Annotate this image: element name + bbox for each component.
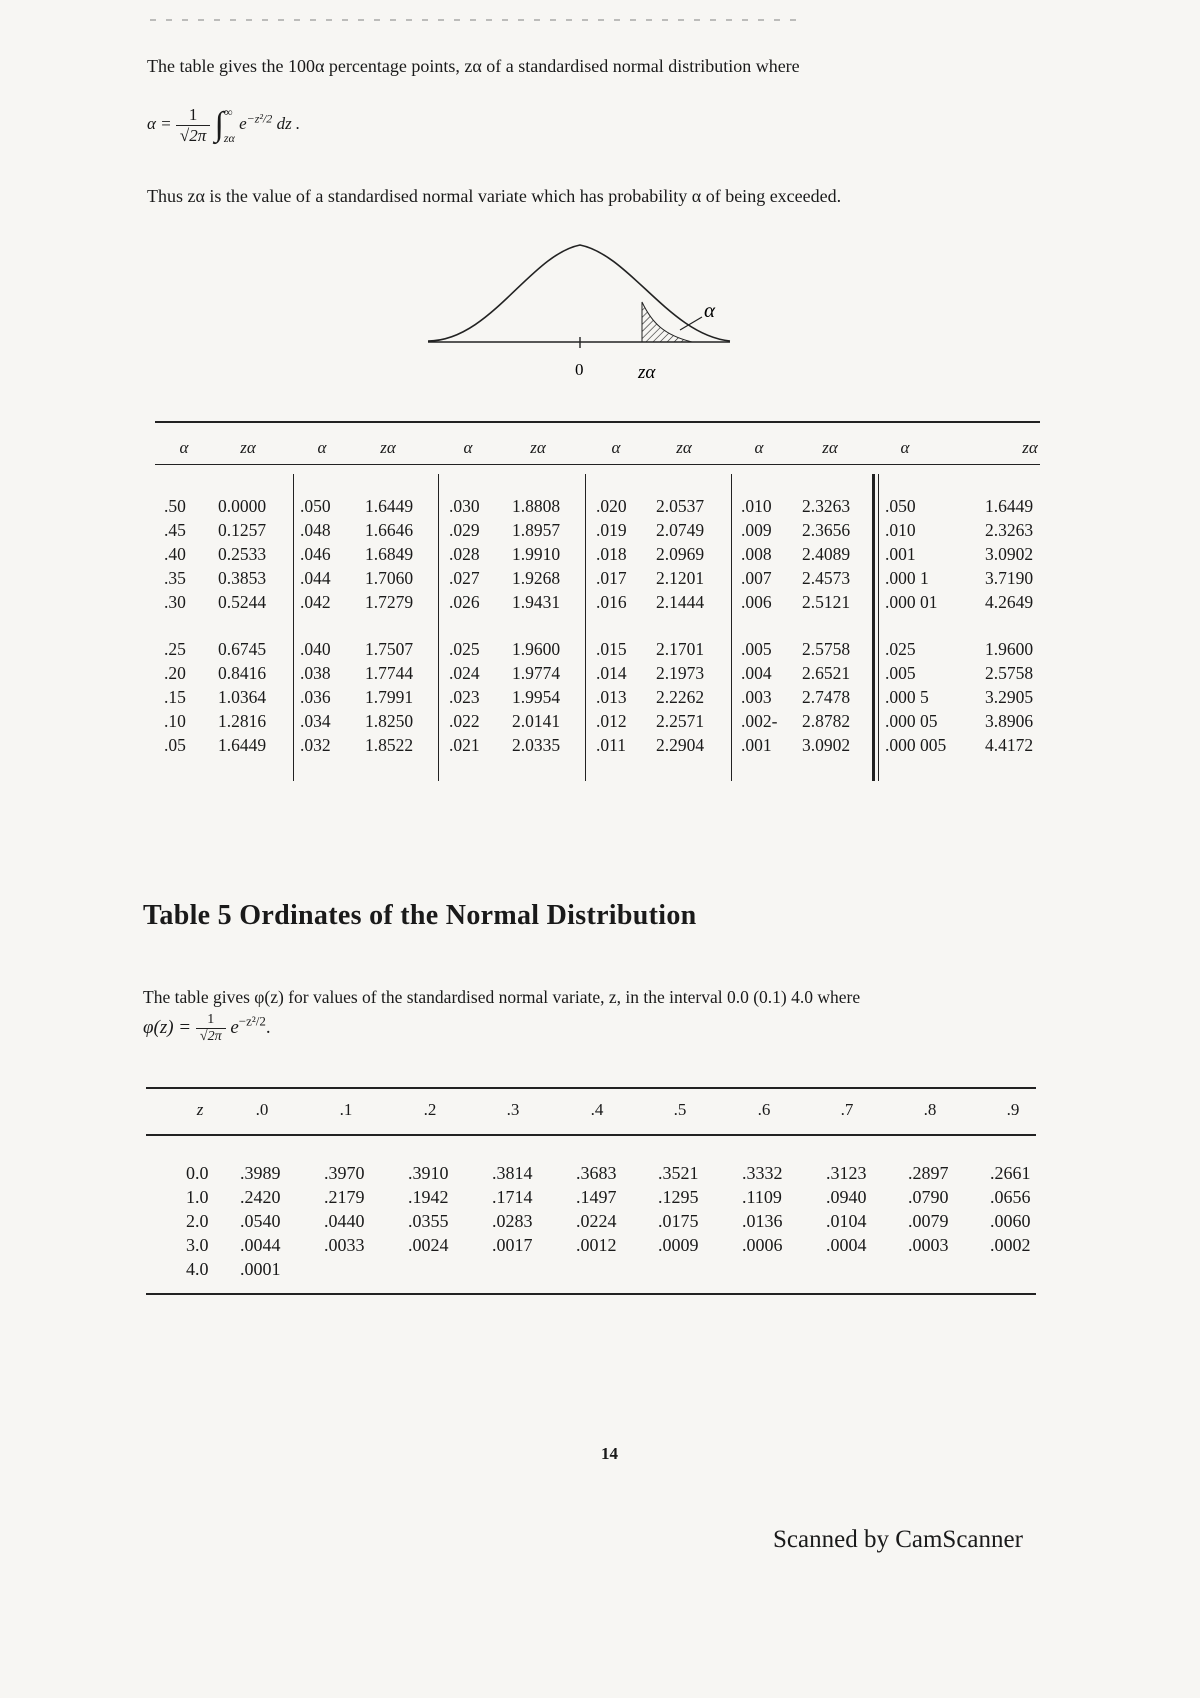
table4-cell: .014 xyxy=(596,663,627,683)
table4-cell: 0.2533 xyxy=(218,544,267,564)
table4-cell: .008 xyxy=(741,544,772,564)
table4-cell: 1.2816 xyxy=(218,711,267,731)
table4-column-divider xyxy=(438,474,439,781)
table4-cell: 2.1701 xyxy=(656,639,705,659)
table5-cell: .0104 xyxy=(826,1211,867,1231)
table4-cell: .000 1 xyxy=(885,568,929,588)
zero-label: 0 xyxy=(575,360,584,379)
table4-column-divider xyxy=(585,474,586,781)
table4-cell: 0.0000 xyxy=(218,496,267,516)
table4-cell: .028 xyxy=(449,544,480,564)
table4-column-header: α xyxy=(317,438,327,457)
table5-cell: .1497 xyxy=(576,1187,617,1207)
table4-cell: 2.4089 xyxy=(802,544,851,564)
normal-curve-figure xyxy=(420,235,740,395)
intro-line-1: The table gives the 100α percentage points, zα of a standardised normal distribution where xyxy=(147,56,800,76)
table5-cell: .3910 xyxy=(408,1163,449,1183)
table4-cell: .024 xyxy=(449,663,480,683)
table5-cell: 4.0 xyxy=(186,1259,209,1279)
table4-cell: .016 xyxy=(596,592,627,612)
table4-cell: .40 xyxy=(164,544,186,564)
table5-cell: .3123 xyxy=(826,1163,867,1183)
table4-cell: .022 xyxy=(449,711,480,731)
table4-cell: .25 xyxy=(164,639,186,659)
table4-cell: 1.9600 xyxy=(985,639,1034,659)
table4-cell: .020 xyxy=(596,496,627,516)
table4-cell: .027 xyxy=(449,568,480,588)
table4-column-header: zα xyxy=(822,438,838,457)
table4-cell: .019 xyxy=(596,520,627,540)
table5-cell: .0283 xyxy=(492,1211,533,1231)
table4-cell: 1.7744 xyxy=(365,663,414,683)
table5-title: Table 5 Ordinates of the Normal Distribution xyxy=(143,900,697,931)
table4-cell: .015 xyxy=(596,639,627,659)
table5-cell: .0175 xyxy=(658,1211,699,1231)
table4-column-divider xyxy=(731,474,732,781)
table4-cell: .013 xyxy=(596,687,627,707)
table4-cell: .50 xyxy=(164,496,186,516)
table4-cell: 2.1201 xyxy=(656,568,705,588)
table4-cell: 0.5244 xyxy=(218,592,267,612)
table4-cell: .018 xyxy=(596,544,627,564)
table4-cell: 1.7060 xyxy=(365,568,414,588)
table4-cell: .046 xyxy=(300,544,331,564)
table5-column-header: .7 xyxy=(840,1100,854,1119)
table5-top-rule xyxy=(146,1087,1036,1089)
table5-cell: .0440 xyxy=(324,1211,365,1231)
table5-cell: .0004 xyxy=(826,1235,867,1255)
table4-cell: 2.0141 xyxy=(512,711,561,731)
table5-cell: .0224 xyxy=(576,1211,617,1231)
table4-column-header: α xyxy=(463,438,473,457)
table5-cell: 3.0 xyxy=(186,1235,209,1255)
table4-column-divider xyxy=(878,474,879,781)
table4-cell: 1.9600 xyxy=(512,639,561,659)
table4-cell: .003 xyxy=(741,687,772,707)
table4-cell: 1.7507 xyxy=(365,639,414,659)
table4-cell: .010 xyxy=(885,520,916,540)
table4-cell: .001 xyxy=(741,735,772,755)
table4-cell: .004 xyxy=(741,663,772,683)
table5-cell: .2179 xyxy=(324,1187,365,1207)
table4-cell: 3.0902 xyxy=(985,544,1034,564)
table4-cell: 1.9431 xyxy=(512,592,561,612)
table4-cell: 2.3263 xyxy=(802,496,851,516)
table4-cell: .002- xyxy=(741,711,778,731)
table4-column-header: zα xyxy=(380,438,396,457)
table5-cell: .2420 xyxy=(240,1187,281,1207)
table4-cell: .030 xyxy=(449,496,480,516)
table4-column-divider xyxy=(872,474,875,781)
table5-cell: .0002 xyxy=(990,1235,1031,1255)
table4-cell: 0.6745 xyxy=(218,639,267,659)
table4-cell: 2.2262 xyxy=(656,687,705,707)
table5-description: The table gives φ(z) for values of the standardised normal variate, z, in the interval 0.0 (0.1) 4.0 where xyxy=(143,987,861,1007)
table4-column-header: α xyxy=(179,438,189,457)
table5-cell: .0009 xyxy=(658,1235,699,1255)
table4-cell: .038 xyxy=(300,663,331,683)
table4-cell: .044 xyxy=(300,568,331,588)
table4-cell: .032 xyxy=(300,735,331,755)
table4-cell: .15 xyxy=(164,687,186,707)
table5-column-header: .4 xyxy=(590,1100,604,1119)
table5-cell: .0060 xyxy=(990,1211,1031,1231)
table4-cell: 2.2571 xyxy=(656,711,705,731)
table4-cell: .042 xyxy=(300,592,331,612)
table4-header-rule xyxy=(155,464,1040,465)
table5-cell: 2.0 xyxy=(186,1211,209,1231)
scan-artifact xyxy=(150,14,800,26)
table4-cell: 2.8782 xyxy=(802,711,851,731)
table5-cell: .0006 xyxy=(742,1235,783,1255)
alpha-pointer xyxy=(680,317,702,330)
table4-column-header: zα xyxy=(240,438,256,457)
table4-column-header: zα xyxy=(1022,438,1038,457)
table4-cell: 3.8906 xyxy=(985,711,1034,731)
table5-column-header: .2 xyxy=(423,1100,437,1119)
table4-cell: 1.0364 xyxy=(218,687,267,707)
table4-cell: .026 xyxy=(449,592,480,612)
table4-cell: 1.7991 xyxy=(365,687,414,707)
table4-cell: .048 xyxy=(300,520,331,540)
table5-cell: .0940 xyxy=(826,1187,867,1207)
table5-cell: .2897 xyxy=(908,1163,949,1183)
table5-cell: .3521 xyxy=(658,1163,699,1183)
table5-cell: .0790 xyxy=(908,1187,949,1207)
table5-cell: .0012 xyxy=(576,1235,617,1255)
table4-cell: 2.5758 xyxy=(985,663,1034,683)
table4-cell: 1.9774 xyxy=(512,663,561,683)
table4-column-header: zα xyxy=(676,438,692,457)
page-number: 14 xyxy=(601,1444,618,1463)
table4-cell: 3.2905 xyxy=(985,687,1034,707)
table4-cell: 1.6449 xyxy=(218,735,267,755)
table4-cell: 3.0902 xyxy=(802,735,851,755)
table5-column-header: .1 xyxy=(339,1100,353,1119)
table4-cell: .005 xyxy=(741,639,772,659)
table4-cell: 0.1257 xyxy=(218,520,267,540)
table5-column-header: .5 xyxy=(673,1100,687,1119)
table4-column-header: α xyxy=(611,438,621,457)
table4-cell: .023 xyxy=(449,687,480,707)
table4-cell: .025 xyxy=(449,639,480,659)
table4-cell: 1.9954 xyxy=(512,687,561,707)
table4-cell: .30 xyxy=(164,592,186,612)
table5-bottom-rule xyxy=(146,1293,1036,1295)
table4-cell: 2.1973 xyxy=(656,663,705,683)
table4-cell: 2.1444 xyxy=(656,592,705,612)
table4-cell: .021 xyxy=(449,735,480,755)
table4-top-rule xyxy=(155,421,1040,423)
intro-line-2: Thus zα is the value of a standardised normal variate which has probability α of being exceeded. xyxy=(147,186,842,206)
table5-cell: .0136 xyxy=(742,1211,783,1231)
table4-cell: 1.9910 xyxy=(512,544,561,564)
table4-cell: .05 xyxy=(164,735,186,755)
table4-cell: .006 xyxy=(741,592,772,612)
table5-cell: .3814 xyxy=(492,1163,533,1183)
table5-cell: .0017 xyxy=(492,1235,533,1255)
table5-cell: .0355 xyxy=(408,1211,449,1231)
table4-cell: 1.8522 xyxy=(365,735,414,755)
table4-cell: 1.8250 xyxy=(365,711,414,731)
table4-cell: 2.0749 xyxy=(656,520,705,540)
table5-cell: .1295 xyxy=(658,1187,699,1207)
table4-cell: 4.2649 xyxy=(985,592,1034,612)
table4-cell: .017 xyxy=(596,568,627,588)
table4-cell: .040 xyxy=(300,639,331,659)
table4-cell: .011 xyxy=(596,735,626,755)
table5-cell: .2661 xyxy=(990,1163,1031,1183)
table4-cell: 2.2904 xyxy=(656,735,705,755)
table5-cell: .1109 xyxy=(742,1187,782,1207)
scanner-watermark: Scanned by CamScanner xyxy=(773,1526,1023,1553)
table5-column-header: .8 xyxy=(923,1100,937,1119)
table4-cell: .050 xyxy=(300,496,331,516)
table4-cell: 1.7279 xyxy=(365,592,414,612)
table4-cell: 2.0969 xyxy=(656,544,705,564)
table5-column-header: .9 xyxy=(1006,1100,1020,1119)
table4-cell: 1.9268 xyxy=(512,568,561,588)
table4-cell: .007 xyxy=(741,568,772,588)
table5-column-header: .3 xyxy=(506,1100,520,1119)
table4-cell: .005 xyxy=(885,663,916,683)
table4-cell: .000 005 xyxy=(885,735,947,755)
table5-cell: .3970 xyxy=(324,1163,365,1183)
table4-cell: .001 xyxy=(885,544,916,564)
table5-cell: 0.0 xyxy=(186,1163,209,1183)
table5-column-header: .0 xyxy=(255,1100,269,1119)
table4-cell: .009 xyxy=(741,520,772,540)
table4-cell: 3.7190 xyxy=(985,568,1034,588)
table4-cell: 2.0537 xyxy=(656,496,705,516)
table4-cell: 1.6849 xyxy=(365,544,414,564)
table4-cell: .010 xyxy=(741,496,772,516)
table4-cell: .029 xyxy=(449,520,480,540)
table4-column-header: zα xyxy=(530,438,546,457)
table4-cell: 0.3853 xyxy=(218,568,267,588)
table5-cell: .0024 xyxy=(408,1235,449,1255)
table4-column-header: α xyxy=(900,438,910,457)
table4-cell: .050 xyxy=(885,496,916,516)
table5-cell: .0033 xyxy=(324,1235,365,1255)
table4-cell: .036 xyxy=(300,687,331,707)
table4-cell: 2.6521 xyxy=(802,663,851,683)
alpha-definition-equation: α = $\frac{1}{√2\pi}$ ∫ ∞ zα $e^{-z^2/2}$ dz . xyxy=(147,104,301,145)
table5-cell: .0003 xyxy=(908,1235,949,1255)
table5-cell: .1714 xyxy=(492,1187,533,1207)
table4-cell: .10 xyxy=(164,711,186,731)
table4-cell: 2.7478 xyxy=(802,687,851,707)
table4-cell: 2.5758 xyxy=(802,639,851,659)
table4-cell: 0.8416 xyxy=(218,663,267,683)
table4-cell: 2.5121 xyxy=(802,592,851,612)
table4-cell: .35 xyxy=(164,568,186,588)
table4-cell: 1.6646 xyxy=(365,520,414,540)
table5-cell: .0079 xyxy=(908,1211,949,1231)
table4-cell: .025 xyxy=(885,639,916,659)
table5-cell: .0656 xyxy=(990,1187,1031,1207)
table4-cell: 1.8808 xyxy=(512,496,561,516)
table4-cell: .000 01 xyxy=(885,592,938,612)
table4-cell: 1.8957 xyxy=(512,520,561,540)
table4-cell: .20 xyxy=(164,663,186,683)
table4-cell: .45 xyxy=(164,520,186,540)
table5-column-header: z xyxy=(196,1100,204,1119)
table5-cell: .0044 xyxy=(240,1235,281,1255)
table5-cell: .3989 xyxy=(240,1163,281,1183)
table4-cell: 2.4573 xyxy=(802,568,851,588)
table4-cell: 2.3656 xyxy=(802,520,851,540)
table5-cell: .0540 xyxy=(240,1211,281,1231)
table4-cell: .034 xyxy=(300,711,331,731)
table4-cell: .000 05 xyxy=(885,711,938,731)
table4-cell: 2.3263 xyxy=(985,520,1034,540)
table5-cell: .3332 xyxy=(742,1163,783,1183)
table4-cell: .012 xyxy=(596,711,627,731)
table4-cell: .000 5 xyxy=(885,687,929,707)
table4-cell: 2.0335 xyxy=(512,735,561,755)
table5-cell: .0001 xyxy=(240,1259,281,1279)
table5-cell: .1942 xyxy=(408,1187,449,1207)
table4-cell: 4.4172 xyxy=(985,735,1034,755)
table4-column-header: α xyxy=(754,438,764,457)
table4-cell: 1.6449 xyxy=(365,496,414,516)
table5-cell: 1.0 xyxy=(186,1187,209,1207)
z-alpha-label: zα xyxy=(638,362,656,383)
phi-definition-equation: φ(z) = $\frac{1}{√2\pi}$ $e^{-z^2/2}$. xyxy=(143,1012,271,1044)
alpha-label: α xyxy=(704,298,716,322)
table4-column-divider xyxy=(293,474,294,781)
table5-cell: .3683 xyxy=(576,1163,617,1183)
table5-column-header: .6 xyxy=(757,1100,771,1119)
table4-cell: 1.6449 xyxy=(985,496,1034,516)
table5-header-rule xyxy=(146,1134,1036,1136)
